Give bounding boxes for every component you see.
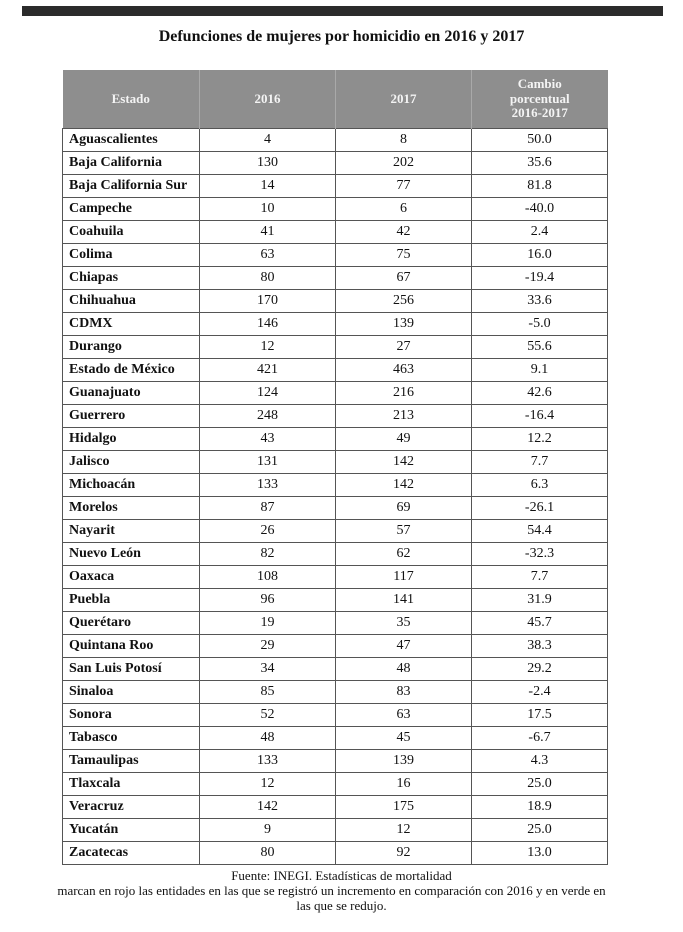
cell-estado: Sonora [63,704,200,727]
cell-2017: 83 [336,681,472,704]
cell-2016: 48 [200,727,336,750]
cell-2017: 12 [336,819,472,842]
cell-cambio: 4.3 [472,750,608,773]
cell-cambio: 33.6 [472,290,608,313]
cell-cambio: 54.4 [472,520,608,543]
cell-estado: Nayarit [63,520,200,543]
table-row [63,543,608,566]
cell-2016: 63 [200,244,336,267]
cell-estado: Colima [63,244,200,267]
header-cambio-line3: 2016-2017 [511,105,568,121]
table-row [63,152,608,175]
cell-2017: 141 [336,589,472,612]
cell-2016: 87 [200,497,336,520]
cell-cambio: 17.5 [472,704,608,727]
table-row [63,589,608,612]
cell-estado: Querétaro [63,612,200,635]
cell-2017: 62 [336,543,472,566]
cell-2016: 9 [200,819,336,842]
cell-cambio: 18.9 [472,796,608,819]
cell-2016: 146 [200,313,336,336]
cell-2017: 175 [336,796,472,819]
cell-estado: Coahuila [63,221,200,244]
cell-estado: Michoacán [63,474,200,497]
cell-estado: Guanajuato [63,382,200,405]
cell-estado: Jalisco [63,451,200,474]
cell-estado: Tlaxcala [63,773,200,796]
table-row [63,428,608,451]
cell-2016: 41 [200,221,336,244]
cell-2016: 4 [200,129,336,152]
cell-estado: Yucatán [63,819,200,842]
cell-2016: 131 [200,451,336,474]
cell-2016: 52 [200,704,336,727]
cell-cambio: -19.4 [472,267,608,290]
cell-cambio: 2.4 [472,221,608,244]
cell-estado: Chihuahua [63,290,200,313]
cell-2017: 42 [336,221,472,244]
cell-estado: Chiapas [63,267,200,290]
table-row [63,704,608,727]
table-row [63,129,608,152]
cell-2017: 216 [336,382,472,405]
footer [0,868,683,913]
homicide-table [62,70,608,865]
cell-2016: 108 [200,566,336,589]
table-row [63,842,608,865]
table-header-row [63,70,608,129]
cell-2016: 19 [200,612,336,635]
table-row [63,497,608,520]
cell-2016: 170 [200,290,336,313]
cell-estado: Campeche [63,198,200,221]
cell-estado: Hidalgo [63,428,200,451]
cell-2017: 27 [336,336,472,359]
cell-2017: 92 [336,842,472,865]
page-title: Defunciones de mujeres por homicidio en 2016 y 2017 [158,28,525,45]
table-row [63,612,608,635]
cell-cambio: 38.3 [472,635,608,658]
cell-2017: 6 [336,198,472,221]
cell-estado: Puebla [63,589,200,612]
cell-estado: Sinaloa [63,681,200,704]
header-2016: 2016 [200,70,336,129]
cell-estado: Baja California [63,152,200,175]
cell-2017: 63 [336,704,472,727]
cell-cambio: -5.0 [472,313,608,336]
cell-cambio: 16.0 [472,244,608,267]
color-note-line1: marcan en rojo las entidades en las que se registró un incremento en comparación con 2016 y en verde en [57,883,606,898]
cell-cambio: 25.0 [472,819,608,842]
header-cambio-porcentual [472,70,608,129]
cell-2017: 35 [336,612,472,635]
cell-cambio: 9.1 [472,359,608,382]
cell-2016: 421 [200,359,336,382]
cell-2017: 139 [336,750,472,773]
source-note: Fuente: INEGI. Estadísticas de mortalidad [231,868,452,883]
cell-2017: 8 [336,129,472,152]
cell-estado: Oaxaca [63,566,200,589]
header-estado: Estado [63,70,200,129]
cell-2016: 12 [200,336,336,359]
cell-cambio: 7.7 [472,566,608,589]
cell-cambio: 45.7 [472,612,608,635]
cell-estado: Guerrero [63,405,200,428]
cell-2017: 16 [336,773,472,796]
cell-2016: 29 [200,635,336,658]
table-row [63,290,608,313]
cell-2016: 124 [200,382,336,405]
cell-2017: 48 [336,658,472,681]
table-row [63,773,608,796]
cell-2016: 80 [200,267,336,290]
table-row [63,451,608,474]
table-row [63,520,608,543]
table-row [63,566,608,589]
cell-cambio: -16.4 [472,405,608,428]
cell-2016: 80 [200,842,336,865]
table-row [63,382,608,405]
cell-estado: Estado de México [63,359,200,382]
cell-estado: Durango [63,336,200,359]
cell-estado: Zacatecas [63,842,200,865]
table-row [63,244,608,267]
cell-cambio: -32.3 [472,543,608,566]
cell-2017: 202 [336,152,472,175]
cell-cambio: 42.6 [472,382,608,405]
table-row [63,267,608,290]
cell-estado: San Luis Potosí [63,658,200,681]
header-cambio-line1: Cambio [517,75,562,91]
table-row [63,336,608,359]
header-2017: 2017 [336,70,472,129]
cell-cambio: -6.7 [472,727,608,750]
table-row [63,474,608,497]
cell-cambio: 55.6 [472,336,608,359]
cell-2017: 57 [336,520,472,543]
cell-2017: 77 [336,175,472,198]
cell-2016: 142 [200,796,336,819]
cell-cambio: 50.0 [472,129,608,152]
cell-2017: 213 [336,405,472,428]
cell-2016: 14 [200,175,336,198]
color-note-line2: las que se redujo. [296,898,387,913]
cell-cambio: 25.0 [472,773,608,796]
table-row [63,819,608,842]
cell-2016: 133 [200,474,336,497]
cell-2017: 47 [336,635,472,658]
cell-2017: 142 [336,451,472,474]
table-row [63,359,608,382]
cell-2016: 133 [200,750,336,773]
cell-2016: 26 [200,520,336,543]
cell-2017: 67 [336,267,472,290]
cell-2017: 49 [336,428,472,451]
table-row [63,405,608,428]
cell-2017: 139 [336,313,472,336]
cell-2016: 82 [200,543,336,566]
cell-cambio: 7.7 [472,451,608,474]
cell-2016: 10 [200,198,336,221]
table-row [63,198,608,221]
table-row [63,635,608,658]
cell-cambio: 29.2 [472,658,608,681]
cell-cambio: 13.0 [472,842,608,865]
cell-2016: 85 [200,681,336,704]
cell-estado: Tamaulipas [63,750,200,773]
cell-2016: 34 [200,658,336,681]
cell-cambio: -40.0 [472,198,608,221]
table-row [63,727,608,750]
cell-2017: 69 [336,497,472,520]
table-row [63,750,608,773]
table-row [63,175,608,198]
cell-cambio: 81.8 [472,175,608,198]
cell-estado: Tabasco [63,727,200,750]
cell-cambio: 6.3 [472,474,608,497]
table-row [63,221,608,244]
cell-estado: Quintana Roo [63,635,200,658]
cell-cambio: 35.6 [472,152,608,175]
cell-estado: Baja California Sur [63,175,200,198]
cell-2017: 75 [336,244,472,267]
cell-cambio: 12.2 [472,428,608,451]
table-row [63,681,608,704]
cell-2017: 45 [336,727,472,750]
top-divider-bar [22,6,663,16]
cell-2017: 117 [336,566,472,589]
cell-estado: CDMX [63,313,200,336]
cell-estado: Aguascalientes [63,129,200,152]
cell-cambio: 31.9 [472,589,608,612]
cell-2016: 12 [200,773,336,796]
cell-2016: 96 [200,589,336,612]
cell-cambio: -2.4 [472,681,608,704]
cell-estado: Nuevo León [63,543,200,566]
header-cambio-line2: porcentual [509,90,570,106]
cell-cambio: -26.1 [472,497,608,520]
table-row [63,796,608,819]
cell-2017: 256 [336,290,472,313]
cell-2016: 248 [200,405,336,428]
cell-2016: 130 [200,152,336,175]
table-body [63,129,608,865]
cell-2017: 142 [336,474,472,497]
table-row [63,313,608,336]
cell-2017: 463 [336,359,472,382]
cell-2016: 43 [200,428,336,451]
cell-estado: Veracruz [63,796,200,819]
table-row [63,658,608,681]
cell-estado: Morelos [63,497,200,520]
